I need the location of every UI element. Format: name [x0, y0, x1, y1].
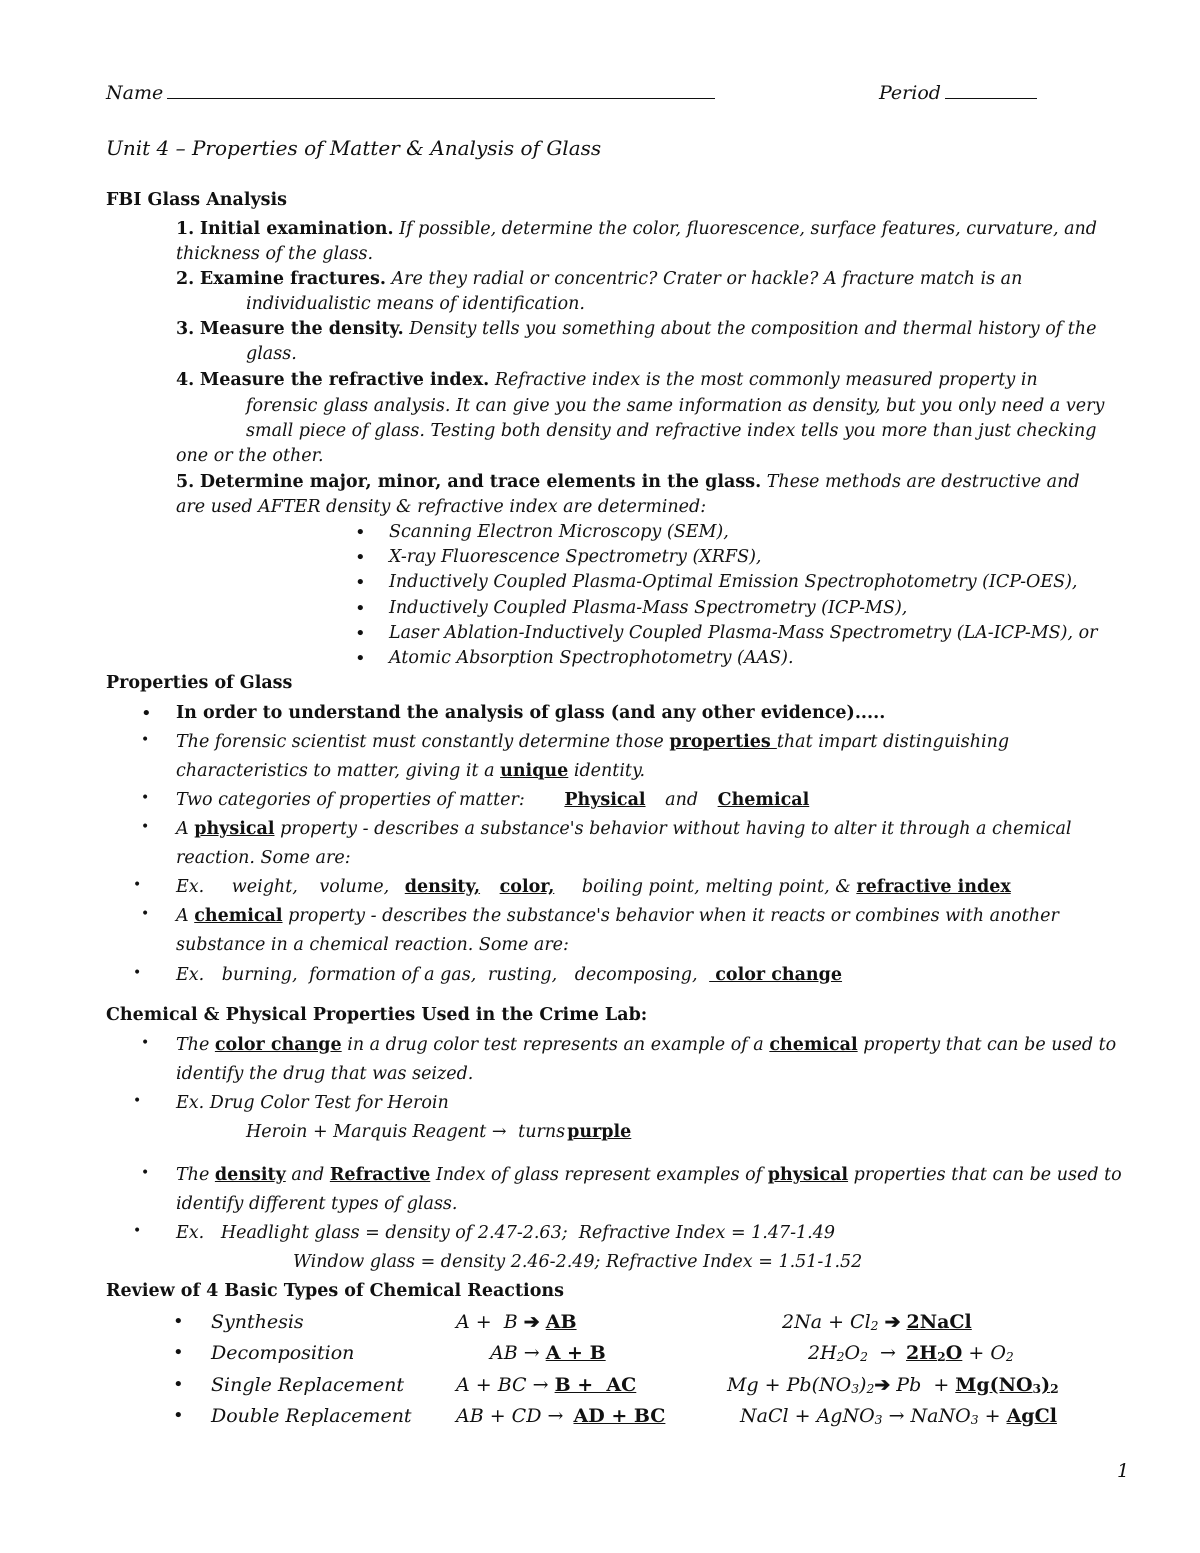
arrow-icon: → [491, 1122, 507, 1142]
crime-lab-heading: Chemical & Physical Properties Used in the Crime Lab: [106, 1005, 648, 1025]
underlined-term: properties [669, 732, 777, 752]
underlined-term: chemical [769, 1035, 858, 1055]
underlined-term: Chemical [717, 790, 810, 810]
reactions-heading: Review of 4 Basic Types of Chemical Reactions [106, 1281, 564, 1301]
underlined-term: purple [567, 1122, 632, 1142]
text: property - describes the substance's behavior when it reacts or combines with another [288, 906, 1059, 926]
text: Ex. [176, 965, 205, 985]
product: AB [545, 1311, 577, 1333]
text: property - describes a substance's behavior without having to alter it through a chemical [280, 819, 1072, 839]
method-item: Inductively Coupled Plasma-Mass Spectrometry (ICP-MS), [389, 598, 908, 618]
bullet-icon: • [173, 1374, 184, 1395]
fbi-step-3-cont: glass. [246, 344, 297, 364]
headlight-glass-example: Ex. Headlight glass = density of 2.47-2.63; Refractive Index = 1.47-1.49 [176, 1223, 836, 1243]
name-blank-line[interactable] [167, 97, 715, 99]
underlined-term: Refractive [329, 1165, 431, 1185]
arrow-icon: → [532, 1374, 549, 1396]
window-glass-example: Window glass = density 2.46-2.49; Refractive Index = 1.51-1.52 [293, 1252, 863, 1272]
fbi-step-5 [176, 472, 1080, 492]
underlined-term: physical [194, 819, 275, 839]
step-number: 4. [176, 370, 195, 390]
method-item: Inductively Coupled Plasma-Optimal Emission Spectrophotometry (ICP-OES), [389, 572, 1078, 592]
text: Mg(NO [955, 1374, 1033, 1396]
text: + O [968, 1342, 1006, 1364]
bullet-icon: • [355, 522, 366, 543]
step-number: 1. [176, 219, 195, 239]
subscript: 2 [866, 1382, 875, 1397]
bullet-icon: • [141, 819, 150, 835]
underlined-term: refractive index [856, 877, 1011, 897]
bullet-icon: • [355, 598, 366, 619]
text: A + B [456, 1311, 518, 1333]
bullet-icon: • [141, 703, 152, 724]
reaction-example [740, 1405, 1057, 1427]
subscript: 2 [1005, 1350, 1014, 1365]
reaction-generic [456, 1405, 665, 1427]
subscript: 3 [874, 1413, 883, 1428]
text: volume, [319, 877, 390, 897]
fbi-step-1 [176, 219, 1097, 239]
text: NaCl + AgNO [740, 1405, 875, 1427]
underlined-term: density, [404, 877, 481, 897]
properties-point-6-cont: substance in a chemical reaction. Some are: [176, 935, 569, 955]
fbi-step-5-cont: are used AFTER density & refractive index are determined: [176, 497, 707, 517]
underlined-term: Physical [564, 790, 646, 810]
text: Heroin + Marquis Reagent [246, 1122, 487, 1142]
text: 2H [905, 1342, 938, 1364]
reaction-generic [490, 1342, 606, 1364]
method-item: Atomic Absorption Spectrophotometry (AAS). [389, 648, 794, 668]
bullet-icon: • [355, 547, 366, 568]
properties-heading: Properties of Glass [106, 673, 293, 693]
text: AB [490, 1342, 518, 1364]
subscript: 2 [870, 1319, 879, 1334]
reaction-name: Double Replacement [211, 1405, 412, 1427]
bullet-icon: • [133, 1093, 142, 1109]
underlined-term: chemical [194, 906, 283, 926]
text: that impart distinguishing [776, 732, 1010, 752]
subscript: 2 [1050, 1381, 1059, 1397]
reaction-generic [456, 1374, 636, 1396]
text: and [665, 790, 699, 810]
arrow-icon: → [523, 1342, 540, 1364]
properties-point-2 [176, 732, 1009, 752]
crime-lab-point-4 [176, 1165, 1122, 1185]
bullet-icon: • [141, 1035, 150, 1051]
crime-lab-point-1-cont: identify the drug that was seized. [176, 1064, 474, 1084]
text: in a drug color test represents an example of a [347, 1035, 764, 1055]
reaction-example [727, 1374, 1059, 1396]
bullet-icon: • [141, 790, 150, 806]
product: A + B [545, 1342, 606, 1364]
fbi-step-4 [176, 370, 1038, 390]
bullet-icon: • [355, 572, 366, 593]
chemical-examples [176, 965, 842, 985]
bullet-icon: • [141, 732, 150, 748]
text: decomposing, [574, 965, 698, 985]
text: O [945, 1342, 963, 1364]
step-text: If possible, determine the color, fluorescence, surface features, curvature, and [399, 219, 1098, 239]
properties-point-6 [176, 906, 1059, 926]
bullet-icon: • [133, 877, 142, 893]
fbi-step-1-cont: thickness of the glass. [176, 244, 374, 264]
underlined-term: color change [709, 965, 843, 985]
step-title: Measure the refractive index. [199, 370, 490, 390]
subscript: 2 [860, 1350, 868, 1365]
product [906, 1342, 962, 1364]
arrow-icon: → [880, 1342, 896, 1364]
underlined-term: color change [214, 1035, 342, 1055]
underlined-term: color, [499, 877, 555, 897]
fbi-step-2 [176, 269, 1022, 289]
text: AB + CD [456, 1405, 542, 1427]
bullet-icon: • [355, 648, 366, 669]
text: A [176, 906, 189, 926]
step-text: Refractive index is the most commonly measured property in [494, 370, 1038, 390]
text: and [291, 1165, 325, 1185]
bullet-icon: • [173, 1311, 184, 1332]
subscript: 3 [970, 1413, 979, 1428]
product: B + AC [554, 1374, 637, 1396]
reaction-example [808, 1342, 1014, 1364]
text: identity. [573, 761, 646, 781]
method-item: Laser Ablation-Inductively Coupled Plasma-Mass Spectrometry (LA-ICP-MS), or [389, 623, 1098, 643]
physical-examples [176, 877, 1011, 897]
reaction-name: Decomposition [211, 1342, 355, 1364]
text: boiling point, melting point, & [581, 877, 851, 897]
text: O [844, 1342, 861, 1364]
bullet-icon: • [173, 1405, 184, 1426]
properties-intro: In order to understand the analysis of glass (and any other evidence)..... [176, 703, 886, 723]
period-field [879, 82, 1037, 104]
crime-lab-point-1 [176, 1035, 1116, 1055]
text: burning, [221, 965, 298, 985]
subscript: 3 [851, 1382, 860, 1397]
text: A [176, 819, 189, 839]
text: The forensic scientist must constantly determine those [176, 732, 664, 752]
text: characteristics to matter, giving it a [176, 761, 495, 781]
properties-point-4-cont: reaction. Some are: [176, 848, 351, 868]
bullet-icon: • [173, 1342, 184, 1363]
reaction-example [782, 1311, 972, 1333]
bullet-icon: • [141, 906, 150, 922]
text: turns [518, 1122, 566, 1142]
reaction-generic [456, 1311, 577, 1333]
step-number: 2. [176, 269, 195, 289]
text: formation of a gas, [309, 965, 477, 985]
fbi-step-4-cont-3: one or the other. [176, 446, 324, 466]
arrow-icon: → [547, 1405, 564, 1427]
reaction-name: Single Replacement [211, 1374, 404, 1396]
fbi-step-2-cont: individualistic means of identification. [246, 294, 585, 314]
text: rusting, [487, 965, 558, 985]
name-label: Name [106, 82, 164, 104]
text: properties that can be used to [853, 1165, 1122, 1185]
period-label: Period [879, 82, 941, 104]
heroin-test-heading: Ex. Drug Color Test for Heroin [176, 1093, 449, 1113]
method-item: X-ray Fluorescence Spectrometry (XRFS), [389, 547, 762, 567]
properties-point-4 [176, 819, 1072, 839]
underlined-term: physical [767, 1165, 849, 1185]
text: Index of glass represent examples of [435, 1165, 763, 1185]
text: A + BC [456, 1374, 527, 1396]
method-item: Scanning Electron Microscopy (SEM), [389, 522, 729, 542]
text: Pb + [896, 1374, 950, 1396]
product: AgCl [1006, 1405, 1057, 1427]
arrow-icon: → [888, 1405, 905, 1427]
bullet-icon: • [133, 1223, 142, 1239]
fbi-step-3 [176, 319, 1096, 339]
subscript: 3 [1032, 1381, 1042, 1397]
text: The [176, 1035, 210, 1055]
text: NaNO [910, 1405, 971, 1427]
text: + [984, 1405, 1001, 1427]
step-title: Initial examination. [199, 219, 394, 239]
page-number: 1 [1117, 1460, 1130, 1482]
fbi-heading: FBI Glass Analysis [106, 190, 288, 210]
subscript: 2 [937, 1349, 946, 1365]
text: 2H [808, 1342, 837, 1364]
subscript: 2 [836, 1350, 845, 1365]
document-title: Unit 4 – Properties of Matter & Analysis of Glass [106, 136, 602, 160]
text: 2Na + Cl [782, 1311, 871, 1333]
arrow-icon: ➔ [874, 1374, 891, 1396]
step-title: Examine fractures. [199, 269, 386, 289]
text: The [176, 1165, 210, 1185]
text: Mg + Pb(NO [727, 1374, 852, 1396]
arrow-icon: ➔ [523, 1311, 540, 1333]
text: ) [1041, 1374, 1051, 1396]
step-title: Measure the density. [199, 319, 404, 339]
name-field [106, 82, 715, 104]
text: Ex. [176, 877, 205, 897]
bullet-icon: • [355, 623, 366, 644]
text: ) [859, 1374, 867, 1396]
reaction-name: Synthesis [211, 1311, 304, 1333]
properties-point-3 [176, 790, 809, 810]
step-text: Density tells you something about the composition and thermal history of the [409, 319, 1097, 339]
step-text: These methods are destructive and [766, 472, 1080, 492]
crime-lab-point-4-cont: identify different types of glass. [176, 1194, 458, 1214]
arrow-icon: ➔ [884, 1311, 901, 1333]
fbi-step-4-cont-1: forensic glass analysis. It can give you the same information as density, but you only need a very [246, 396, 1105, 416]
step-text: Are they radial or concentric? Crater or hackle? A fracture match is an [391, 269, 1023, 289]
product [955, 1374, 1058, 1396]
text: weight, [231, 877, 298, 897]
step-title: Determine major, minor, and trace elements in the glass. [199, 472, 762, 492]
underlined-term: density [214, 1165, 286, 1185]
heroin-test-reaction [246, 1122, 631, 1142]
text: Two categories of properties of matter: [176, 790, 525, 810]
product: 2NaCl [906, 1311, 972, 1333]
product: AD + BC [573, 1405, 666, 1427]
step-number: 5. [176, 472, 195, 492]
bullet-icon: • [133, 965, 142, 981]
step-number: 3. [176, 319, 195, 339]
fbi-step-4-cont-2: small piece of glass. Testing both density and refractive index tells you more than just checking [246, 421, 1097, 441]
text: property that can be used to [863, 1035, 1117, 1055]
period-blank-line[interactable] [945, 97, 1037, 99]
bullet-icon: • [141, 1165, 150, 1181]
properties-point-2-cont [176, 761, 645, 781]
underlined-term: unique [500, 761, 569, 781]
